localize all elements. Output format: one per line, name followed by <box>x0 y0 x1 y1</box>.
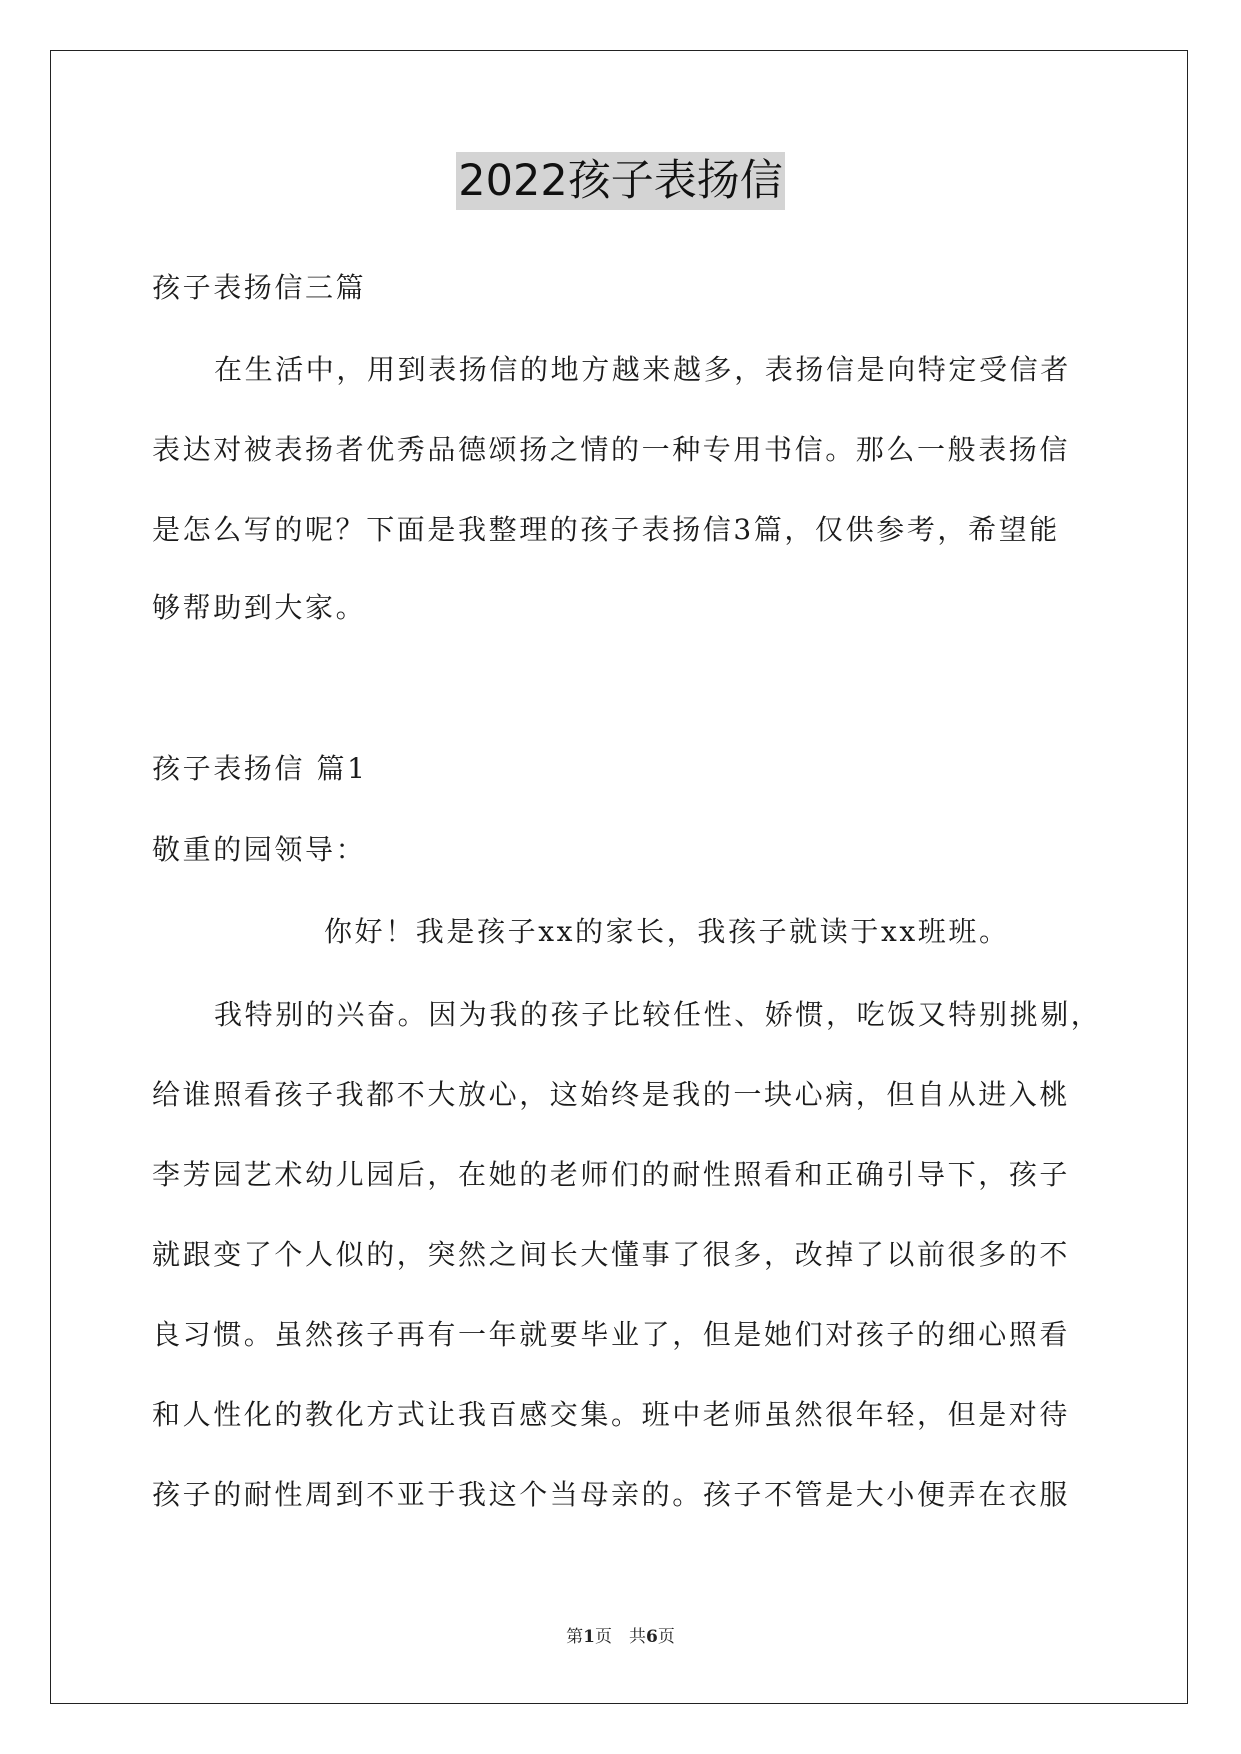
intro-line-3: 是怎么写的呢？下面是我整理的孩子表扬信3篇，仅供参考，希望能 <box>152 513 1060 546</box>
footer-total-pages: 6 <box>646 1627 658 1647</box>
body-line-1: 我特别的兴奋。因为我的孩子比较任性、娇惯，吃饭又特别挑剔， <box>214 998 1102 1031</box>
body-line-7: 孩子的耐性周到不亚于我这个当母亲的。孩子不管是大小便弄在衣服 <box>152 1478 1071 1511</box>
intro-line-4: 够帮助到大家。 <box>152 591 367 624</box>
page-footer <box>0 1622 1241 1647</box>
document-title: 2022孩子表扬信 <box>456 152 784 210</box>
footer-suffix: 页 <box>657 1627 675 1647</box>
intro-line-2: 表达对被表扬者优秀品德颂扬之情的一种专用书信。那么一般表扬信 <box>152 433 1071 466</box>
greeting-line: 你好！我是孩子xx的家长，我孩子就读于xx班班。 <box>324 915 1010 948</box>
footer-prefix: 第 <box>566 1627 584 1647</box>
body-line-3: 李芳园艺术幼儿园后，在她的老师们的耐性照看和正确引导下，孩子 <box>152 1158 1071 1191</box>
document-subtitle: 孩子表扬信三篇 <box>152 271 367 304</box>
salutation: 敬重的园领导： <box>152 833 367 866</box>
body-line-4: 就跟变了个人似的，突然之间长大懂事了很多，改掉了以前很多的不 <box>152 1238 1071 1271</box>
footer-current-page: 1 <box>583 1627 595 1647</box>
footer-mid: 页 共 <box>595 1627 646 1647</box>
body-line-6: 和人性化的教化方式让我百感交集。班中老师虽然很年轻，但是对待 <box>152 1398 1071 1431</box>
section-heading: 孩子表扬信 篇1 <box>152 752 368 785</box>
body-line-5: 良习惯。虽然孩子再有一年就要毕业了，但是她们对孩子的细心照看 <box>152 1318 1071 1351</box>
title-container <box>0 152 1241 210</box>
intro-line-1: 在生活中，用到表扬信的地方越来越多，表扬信是向特定受信者 <box>214 353 1071 386</box>
body-line-2: 给谁照看孩子我都不大放心，这始终是我的一块心病，但自从进入桃 <box>152 1078 1071 1111</box>
